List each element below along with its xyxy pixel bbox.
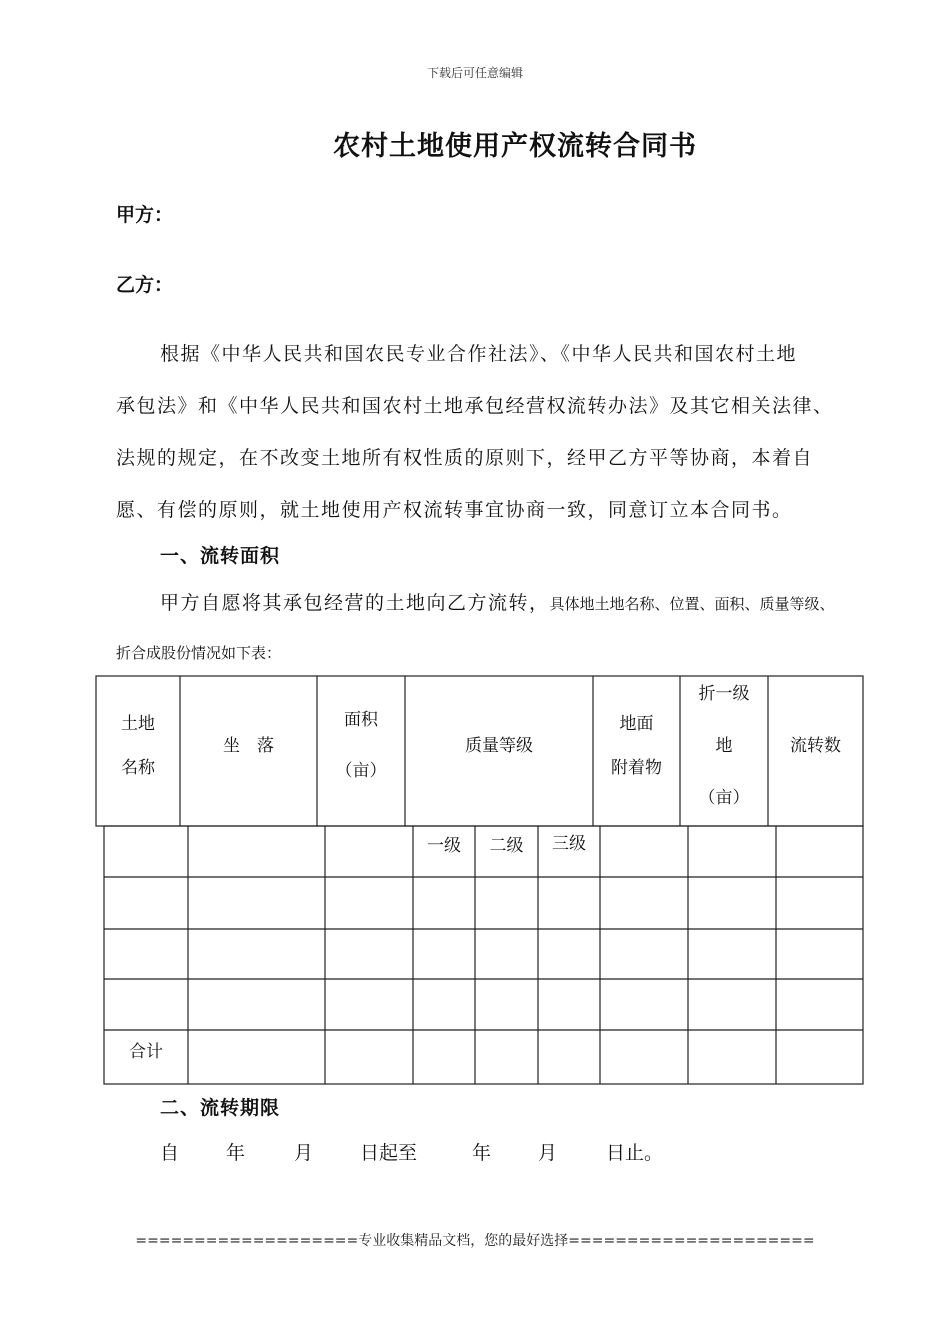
party-a-label: 甲方： (116, 204, 174, 226)
th-attach-1: 地面 (619, 714, 654, 734)
section-1-desc-main: 甲方自愿将其承包经营的土地向乙方流转， (160, 592, 550, 614)
table-body-border (104, 826, 863, 1084)
th-area-1: 面积 (344, 710, 378, 730)
th-grade-3: 三级 (552, 834, 586, 854)
th-attach-2: 附着物 (611, 758, 662, 778)
th-land-name-1: 土地 (121, 714, 155, 734)
th-land-name-2: 名称 (121, 758, 155, 778)
period-year-1: 年 (226, 1142, 246, 1164)
period-from: 自 (160, 1142, 180, 1164)
section-1-heading: 一、流转面积 (160, 545, 281, 567)
period-year-2: 年 (472, 1142, 492, 1164)
intro-line-3: 法规的规定，在不改变土地所有权性质的原则下，经甲乙方平等协商，本着自 (116, 447, 814, 469)
intro-line-1: 根据《中华人民共和国农民专业合作社法》、《中华人民共和国农村土地 (160, 343, 798, 365)
th-convert-3: （亩） (698, 788, 750, 808)
header-note: 下载后可任意编辑 (426, 66, 523, 80)
section-2-heading: 二、流转期限 (160, 1097, 281, 1119)
th-grade-2: 二级 (489, 836, 524, 856)
th-location: 坐 落 (223, 736, 274, 756)
document-title: 农村土地使用产权流转合同书 (333, 131, 697, 162)
intro-line-4: 愿、有偿的原则，就土地使用产权流转事宜协商一致，同意订立本合同书。 (116, 499, 793, 521)
section-1-desc-line2: 折合成股份情况如下表： (116, 644, 282, 662)
period-month-2: 月 (538, 1142, 558, 1164)
period-day-1: 日起至 (360, 1142, 418, 1164)
section-1-desc-small: 具体地土地名称、位置、面积、质量等级、 (549, 595, 835, 613)
th-quality: 质量等级 (465, 736, 533, 756)
total-label: 合计 (129, 1042, 163, 1062)
th-transfer: 流转数 (790, 736, 841, 756)
footer-banner: ===================专业收集精品文档，您的最好选择===================== (135, 1233, 815, 1249)
period-day-2: 日止。 (606, 1142, 664, 1164)
party-b-label: 乙方： (116, 274, 174, 296)
th-area-2: （亩） (335, 761, 387, 781)
intro-line-2: 承包法》和《中华人民共和国农村土地承包经营权流转办法》及其它相关法律、 (116, 395, 834, 417)
th-convert-1: 折一级 (698, 684, 750, 704)
th-convert-2: 地 (715, 736, 733, 756)
period-month-1: 月 (294, 1142, 314, 1164)
th-grade-1: 一级 (427, 836, 461, 856)
